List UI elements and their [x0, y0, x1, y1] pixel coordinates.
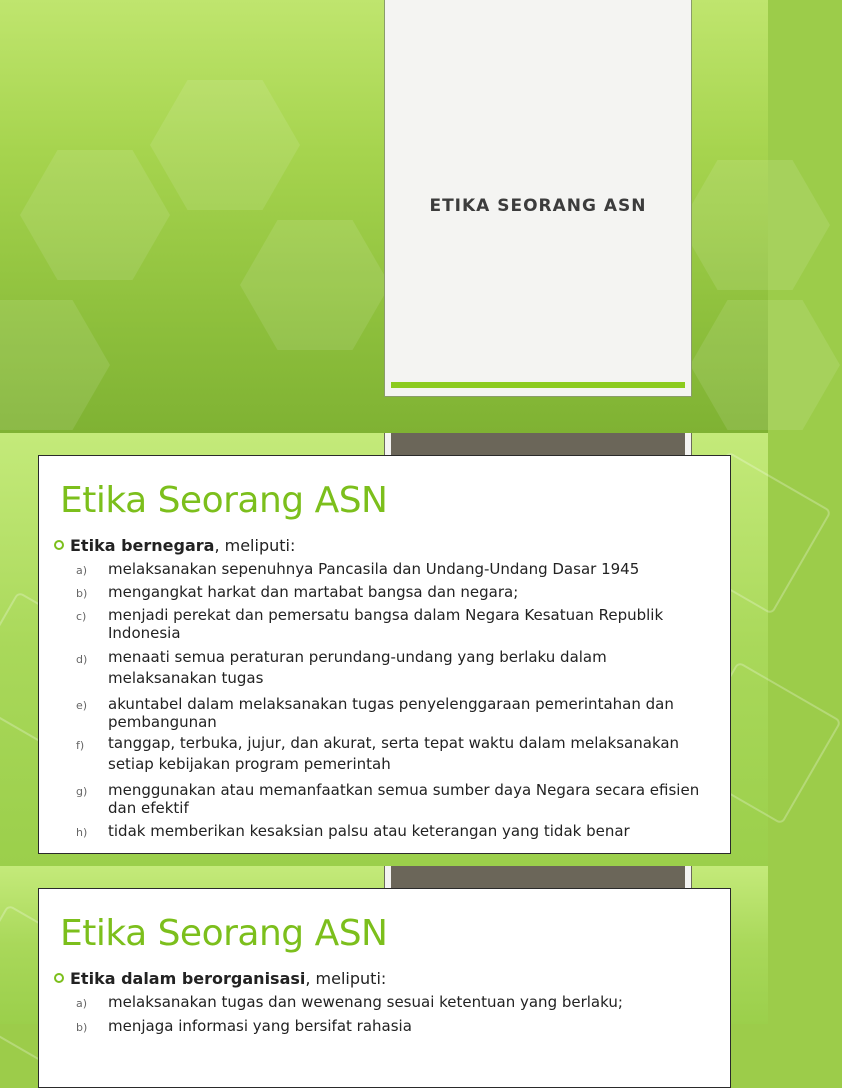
list-marker: a) [76, 997, 88, 1010]
list-marker: g) [76, 785, 88, 798]
list-marker: a) [76, 564, 88, 577]
item-list [76, 993, 716, 1035]
list-item [76, 781, 716, 817]
lead-rest: , meliputi: [214, 536, 296, 555]
list-item [76, 647, 716, 689]
background-hexagon [20, 150, 170, 280]
background-hexagon [0, 300, 110, 430]
list-item-text: melaksanakan sepenuhnya Pancasila dan Undang-Undang Dasar 1945 [108, 560, 640, 578]
list-item [76, 560, 716, 578]
list-item-text: tanggap, terbuka, jujur, dan akurat, serta tepat waktu dalam melaksanakan setiap kebijakan program pemerintah [108, 734, 680, 773]
title-accent-bar [391, 382, 685, 388]
lead-bold: Etika bernegara [70, 536, 215, 555]
list-marker: b) [76, 587, 88, 600]
list-item-text: melaksanakan tugas dan wewenang sesuai ketentuan yang berlaku; [108, 993, 623, 1011]
content-panel [38, 455, 731, 854]
background-hexagon [240, 220, 390, 350]
lead-rest: , meliputi: [305, 969, 387, 988]
list-item-text: menggunakan atau memanfaatkan semua sumber daya Negara secara efisien dan efektif [108, 781, 700, 817]
section-lead [54, 536, 295, 555]
slide-title: ETIKA SEORANG ASN [429, 196, 647, 216]
list-marker: e) [76, 699, 88, 712]
list-item [76, 1017, 716, 1035]
list-marker: c) [76, 610, 87, 623]
lead-bold: Etika dalam berorganisasi [70, 969, 306, 988]
list-item-text: menaati semua peraturan perundang-undang yang berlaku dalam melaksanakan tugas [108, 648, 607, 687]
slide-heading: Etika Seorang ASN [60, 913, 388, 954]
list-marker: f) [76, 739, 85, 752]
list-marker: h) [76, 826, 88, 839]
content-slide-berorganisasi [0, 866, 768, 1035]
list-item-text: akuntabel dalam melaksanakan tugas penyelenggaraan pemerintahan dan pembangunan [108, 695, 674, 731]
list-item-text: menjaga informasi yang bersifat rahasia [108, 1017, 412, 1035]
background-hexagon [690, 300, 840, 430]
ring-bullet-icon [54, 973, 64, 983]
section-lead [54, 969, 386, 988]
list-item [76, 993, 716, 1011]
list-item [76, 606, 716, 642]
list-item-text: tidak memberikan kesaksian palsu atau keterangan yang tidak benar [108, 822, 630, 840]
list-item [76, 583, 716, 601]
content-slide-bernegara [0, 433, 768, 866]
list-marker: b) [76, 1021, 88, 1034]
item-list [76, 560, 716, 840]
background-hexagon [680, 160, 830, 290]
title-card [384, 0, 692, 397]
list-item [76, 695, 716, 731]
title-slide [0, 0, 768, 433]
content-panel [38, 888, 731, 1088]
list-item [76, 733, 716, 775]
list-item-text: menjadi perekat dan pemersatu bangsa dalam Negara Kesatuan Republik Indonesia [108, 606, 664, 642]
list-marker: d) [76, 653, 88, 666]
list-item [76, 822, 716, 840]
background-hexagon [150, 80, 300, 210]
ring-bullet-icon [54, 540, 64, 550]
list-item-text: mengangkat harkat dan martabat bangsa dan negara; [108, 583, 519, 601]
slide-heading: Etika Seorang ASN [60, 480, 388, 521]
